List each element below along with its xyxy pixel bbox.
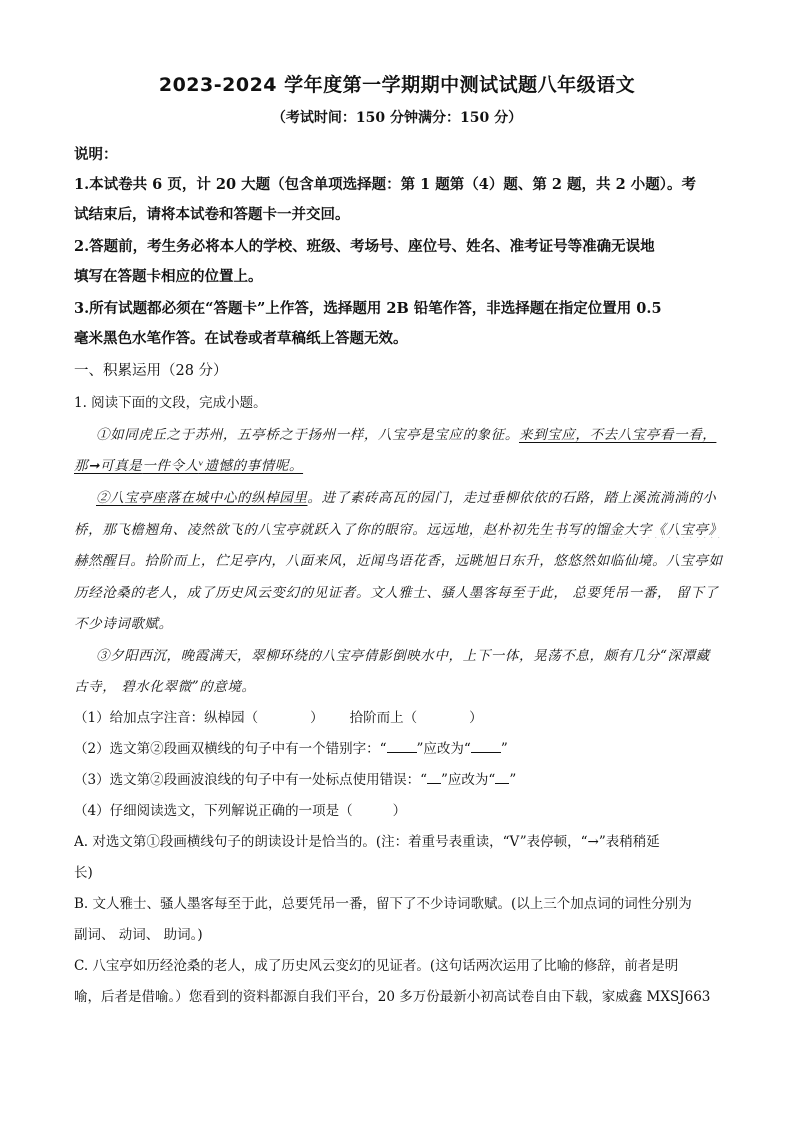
q1-2-prompt: （2）选文第②段画双横线的句子中有一个错别字：“ — [74, 741, 387, 757]
para-2-text: 。进了素砖高瓦的园门，走过垂柳依依的石路，踏上溪流淌淌的小 — [307, 490, 717, 506]
underlined-sentence-emphasis: 一件令人 — [142, 458, 199, 474]
double-underlined-sentence: ②八宝亭座落在城中心的纵棹园里 — [96, 490, 308, 506]
answer-blank-5[interactable] — [427, 771, 441, 784]
q1-2-mid: ”应改为“ — [416, 741, 471, 757]
option-b-line-2: 副词、 动词、 助词。) — [74, 927, 203, 943]
q1-1-close: ） — [310, 710, 324, 726]
note-1-line-1: 1.本试卷共 6 页，计 20 大题（包含单项选择题：第 1 题第（4）题、第 2 题，共 2 小题）。考 — [74, 176, 696, 193]
para-2-text-2: 桥，那飞檐翘角、凌然欲飞的八宝亭就跃入了你的眼帘。 — [74, 522, 427, 538]
para-1-text: ①如同虎丘之于苏州，五亭桥之于扬州一样，八宝亭是宝应的象征。 — [96, 427, 519, 443]
page-title: 2023-2024 学年度第一学期期中测试试题八年级语文 — [158, 74, 636, 96]
answer-blank-3[interactable] — [387, 740, 417, 753]
option-b-line-1: B. 文人雅士、骚人墨客每至于此，总要凭吊一番，留下了不少诗词歌赋。(以上三个加点词的词性分别为 — [74, 896, 692, 912]
underlined-sentence: 来到宝应，不去八宝亭看一看， — [519, 427, 717, 443]
underlined-sentence-end: ᵛ遗憾的事情呢。 — [198, 458, 304, 474]
passage-para-2-line-1 — [96, 486, 726, 506]
note-2-line-1: 2.答题前，考生务必将本人的学校、班级、考场号、座位号、姓名、准考证号等准确无误地 — [74, 238, 655, 255]
answer-blank-1[interactable] — [258, 710, 310, 722]
note-2-line-2: 填写在答题卡相应的位置上。 — [74, 268, 263, 285]
underlined-sentence-cont: 那➞可真是 — [74, 458, 143, 474]
question-1-2 — [74, 737, 724, 757]
answer-blank-7[interactable] — [353, 803, 393, 815]
q1-4-prompt: （4）仔细阅读选文，下列解说正确的一项是（ — [74, 803, 353, 819]
q1-1-prompt-2: 拾阶而上（ — [349, 710, 418, 726]
q1-1-close-2: ） — [469, 710, 483, 726]
passage-para-2-line-5: 不少诗词歌赋。 — [74, 616, 173, 632]
note-3-line-2: 毫米黑色水笔作答。在试卷或者草稿纸上答题无效。 — [74, 330, 408, 347]
answer-blank-4[interactable] — [471, 740, 501, 753]
wavy-underlined-sentence: 远远地，赵朴初先生书写的馏金大字《八宝亭》 — [426, 522, 723, 538]
passage-para-2-line-4: 历经沧桑的老人，成了历史风云变幻的见证者。文人雅士、骚人墨客每至于此， 总要凭吊一番， 留下了 — [74, 585, 719, 601]
option-a-line-2: 长) — [74, 865, 93, 881]
q1-3-mid: ”应改为“ — [441, 772, 496, 788]
question-1-3 — [74, 768, 724, 788]
q1-1-prompt: （1）给加点字注音：纵棹园（ — [74, 710, 259, 726]
option-a-line-1: A. 对选文第①段画横线句子的朗读设计是恰当的。(注：着重号表重读，“V”表停顿，“→”表稍稍延 — [74, 834, 660, 850]
q1-2-close: ” — [500, 741, 508, 757]
note-3-line-1: 3.所有试题都必须在“答题卡”上作答，选择题用 2B 铅笔作答，非选择题在指定位置用 0.5 — [74, 300, 662, 317]
answer-blank-2[interactable] — [417, 710, 469, 722]
passage-para-2-line-3 — [74, 549, 724, 569]
para-2-text-3: 。拾阶而上，伫足亭内，八面来风，近闻鸟语花香，远眺旭日东升，悠悠然如临仙境。八宝亭如 — [130, 553, 723, 569]
q1-3-close: ” — [509, 772, 517, 788]
section-heading: 一、积累运用（28 分） — [74, 363, 228, 379]
wavy-underlined-sentence-end: 赫然醒目 — [74, 553, 131, 569]
option-c-line-2: 喻，后者是借喻。）您看到的资料都源自我们平台，20 多万份最新小初高试卷自由下载，家威鑫 MXSJ663 — [74, 989, 711, 1005]
answer-blank-6[interactable] — [495, 771, 509, 784]
option-c-line-1: C. 八宝亭如历经沧桑的老人，成了历史风云变幻的见证者。(这句话两次运用了比喻的修辞，前者是明 — [74, 958, 679, 974]
q1-4-close: ） — [392, 803, 407, 819]
question-1-intro: 1. 阅读下面的文段，完成小题。 — [74, 395, 267, 411]
exam-time-info: （考试时间：150 分钟满分：150 分） — [271, 110, 523, 126]
passage-para-3-line-1: ③夕阳西沉，晚霞满天，翠柳环绕的八宝亭倩影倒映水中，上下一体，晃荡不息，颇有几分“深潭藏 — [96, 648, 710, 664]
q1-3-prompt: （3）选文第②段画波浪线的句子中有一处标点使用错误：“ — [74, 772, 427, 788]
question-1-4 — [74, 799, 724, 819]
note-1-line-2: 试结束后，请将本试卷和答题卡一并交回。 — [74, 206, 350, 223]
passage-para-1-line-2 — [74, 454, 724, 474]
passage-para-1-line-1 — [96, 423, 726, 443]
passage-para-2-line-2 — [74, 518, 724, 538]
passage-para-3-line-2: 古寺， 碧水化翠微”的意境。 — [74, 679, 256, 695]
question-1-1 — [74, 706, 724, 726]
notes-heading: 说明： — [74, 146, 118, 163]
